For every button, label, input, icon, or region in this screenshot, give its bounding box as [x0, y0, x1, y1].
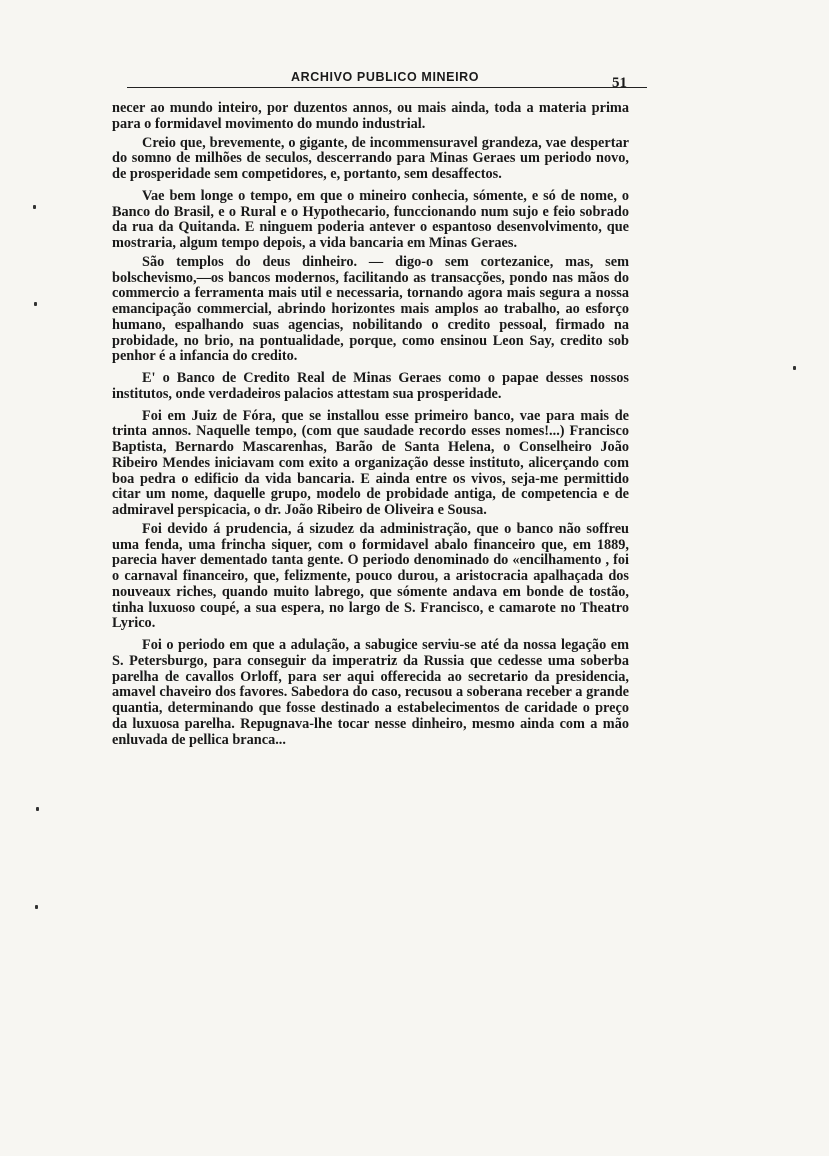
- margin-speck: [34, 302, 37, 306]
- paragraph: Creio que, brevemente, o gigante, de incommensuravel grandeza, vae despertar do somno de milhões de seculos, descerrando para Minas Geraes um periodo novo, de prosperidade sem competidores, e, portanto, sem desaffectos.: [112, 134, 629, 182]
- margin-speck: [793, 366, 796, 370]
- margin-speck: [36, 807, 39, 811]
- paragraph: São templos do deus dinheiro. — digo-o sem cortezanice, mas, sem bolschevismo,—os bancos modernos, facilitando as transacções, pondo nas mãos do commercio a ferramenta mais util e necessaria, tornando agora mais segura a nossa emancipação commercial, abrindo horizontes mais amplos ao trabalho, ao esforço humano, espalhando suas agencias, nobilitando o credito pessoal, firmado na probidade, no brio, na pontualidade, porque, como ensinou Leon Say, credito sob penhor é a infancia do credito.: [112, 253, 629, 365]
- header-rule: [127, 87, 647, 88]
- paragraph: Foi o periodo em que a adulação, a sabugice serviu-se até da nossa legação em S. Petersburgo, para conseguir da imperatriz da Russia que cedesse uma soberba parelha de cavallos Orloff, para ser aqui offerecida ao secretario da presidencia, amavel chaveiro dos favores. Sabedora do caso, recusou a soberana receber a grande quantia, determinando que fosse destinado a estabelecimentos de caridade o preço da luxuosa parelha. Repugnava-lhe tocar nesse dinheiro, mesmo ainda com a mão enluvada de pellica branca...: [112, 637, 629, 748]
- margin-speck: [35, 905, 38, 909]
- paragraph: Foi devido á prudencia, á sizudez da administração, que o banco não soffreu uma fenda, uma frincha siquer, com o formidavel abalo financeiro que, em 1889, parecia haver dementado tanta gente. O periodo denominado do «encilhamento , foi o carnaval financeiro, que, felizmente, pouco durou, a aristocracia apalhaçada dos nouveaux riches, quando muito labrego, que sómente andava em bonde de tostão, tinha luxuoso coupé, a sua espera, no largo de S. Francisco, e camarote no Theatro Lyrico.: [112, 520, 629, 632]
- body-text: [112, 101, 629, 751]
- paragraph: Foi em Juiz de Fóra, que se installou esse primeiro banco, vae para mais de trinta annos. Naquelle tempo, (com que saudade recordo esses nomes!...) Francisco Baptista, Bernardo Mascarenhas, Barão de Santa Helena, o Conselheiro João Ribeiro Mendes iniciavam com exito a organização desse instituto, alicerçando com boa pedra o edificio da vida bancaria. E ainda entre os vivos, seja-me permittido citar um nome, daquelle grupo, modelo de probidade antiga, de competencia e de admiravel perspicacia, o dr. João Ribeiro de Oliveira e Sousa.: [112, 407, 629, 518]
- running-title: ARCHIVO PUBLICO MINEIRO: [287, 70, 483, 84]
- page-number: 51: [612, 75, 627, 91]
- margin-speck: [33, 205, 36, 209]
- running-header: [127, 70, 647, 92]
- paragraph: E' o Banco de Credito Real de Minas Geraes como o papae desses nossos institutos, onde verdadeiros palacios attestam sua prosperidade.: [112, 370, 629, 402]
- paragraph: necer ao mundo inteiro, por duzentos annos, ou mais ainda, toda a materia prima para o formidavel movimento do mundo industrial.: [112, 100, 629, 132]
- paragraph: Vae bem longe o tempo, em que o mineiro conhecia, sómente, e só de nome, o Banco do Brasil, e o Rural e o Hypothecario, funccionando num sujo e feio sobrado da rua da Quitanda. E ninguem poderia antever o espantoso desenvolvimento, que mostraria, algum tempo depois, a vida bancaria em Minas Geraes.: [112, 187, 629, 251]
